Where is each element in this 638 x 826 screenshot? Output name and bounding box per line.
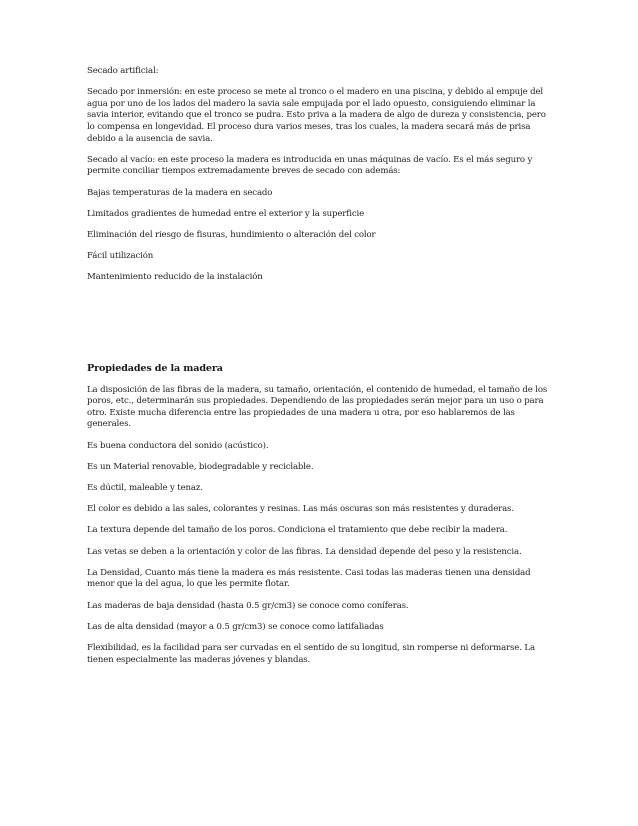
property-item: Las vetas se deben a la orientación y color de las fibras. La densidad depende del peso y la resistencia. [87, 546, 522, 557]
list-item: Bajas temperaturas de la madera en secado [87, 187, 273, 198]
blank-space [87, 293, 549, 363]
property-item: Es un Material renovable, biodegradable y reciclable. [87, 461, 314, 472]
property-item: Es buena conductora del sonido (acústico). [87, 440, 269, 451]
list-item: Limitados gradientes de humedad entre el exterior y la superficie [87, 208, 365, 219]
property-item: Es dúctil, maleable y tenaz. [87, 483, 203, 493]
property-item: Las de alta densidad (mayor a 0.5 gr/cm3) se conoce como latifaliadas [87, 621, 384, 632]
section-title-secado: Secado artificial: [87, 66, 159, 76]
paragraph-vacio: Secado al vacío: en este proceso la madera es introducida en unas máquinas de vacío. Es el más seguro y permite conciliar tiempos extremadamente breves de secado con además: [87, 154, 533, 177]
property-item: Las maderas de baja densidad (hasta 0.5 gr/cm3) se conoce como coníferas. [87, 600, 409, 611]
document-page [87, 66, 549, 676]
property-item: El color es debido a las sales, colorantes y resinas. Las más oscuras son más resistentes y duraderas. [87, 504, 514, 515]
list-item: Fácil utilización [87, 251, 154, 262]
property-item: Flexibilidad, es la facilidad para ser curvadas en el sentido de su longitud, sin romperse ni deformarse. La tienen especialmente las maderas jóvenes y blandas. [87, 642, 535, 665]
paragraph-propiedades-intro: La disposición de las fibras de la madera, su tamaño, orientación, el contenido de humedad, el tamaño de los poros, etc., determinarán sus propiedades. Dependiendo de las propiedades serán mejor para un uso o para otro. Existe mucha diferencia entre las propiedades de una madera u otra, por eso hablaremos de las generales. [87, 384, 548, 430]
paragraph-inmersion: Secado por inmersión: en este proceso se mete al tronco o el madero en una piscina, y debido al empuje del agua por uno de los lados del madero la savia sale empujada por el lado opuesto, consiguiendo eliminar la savia interior, evitando que el tronco se pudra. Esto priva a la madera de algo de dureza y consistencia, pero lo compensa en longevidad. El proceso dura varios meses, tras los cuales, la madera secará más de prisa debido a la ausencia de savia. [87, 87, 546, 144]
list-item: Eliminación del riesgo de fisuras, hundimiento o alteración del color [87, 229, 376, 240]
property-item: La Densidad, Cuanto más tiene la madera es más resistente. Casi todas las maderas tienen una densidad menor que la del agua, lo que les permite flotar. [87, 567, 531, 590]
section-heading-propiedades: Propiedades de la madera [87, 363, 223, 375]
property-item: La textura depende del tamaño de los poros. Condiciona el tratamiento que debe recibir la madera. [87, 525, 508, 536]
list-item: Mantenimiento reducido de la instalación [87, 272, 263, 283]
